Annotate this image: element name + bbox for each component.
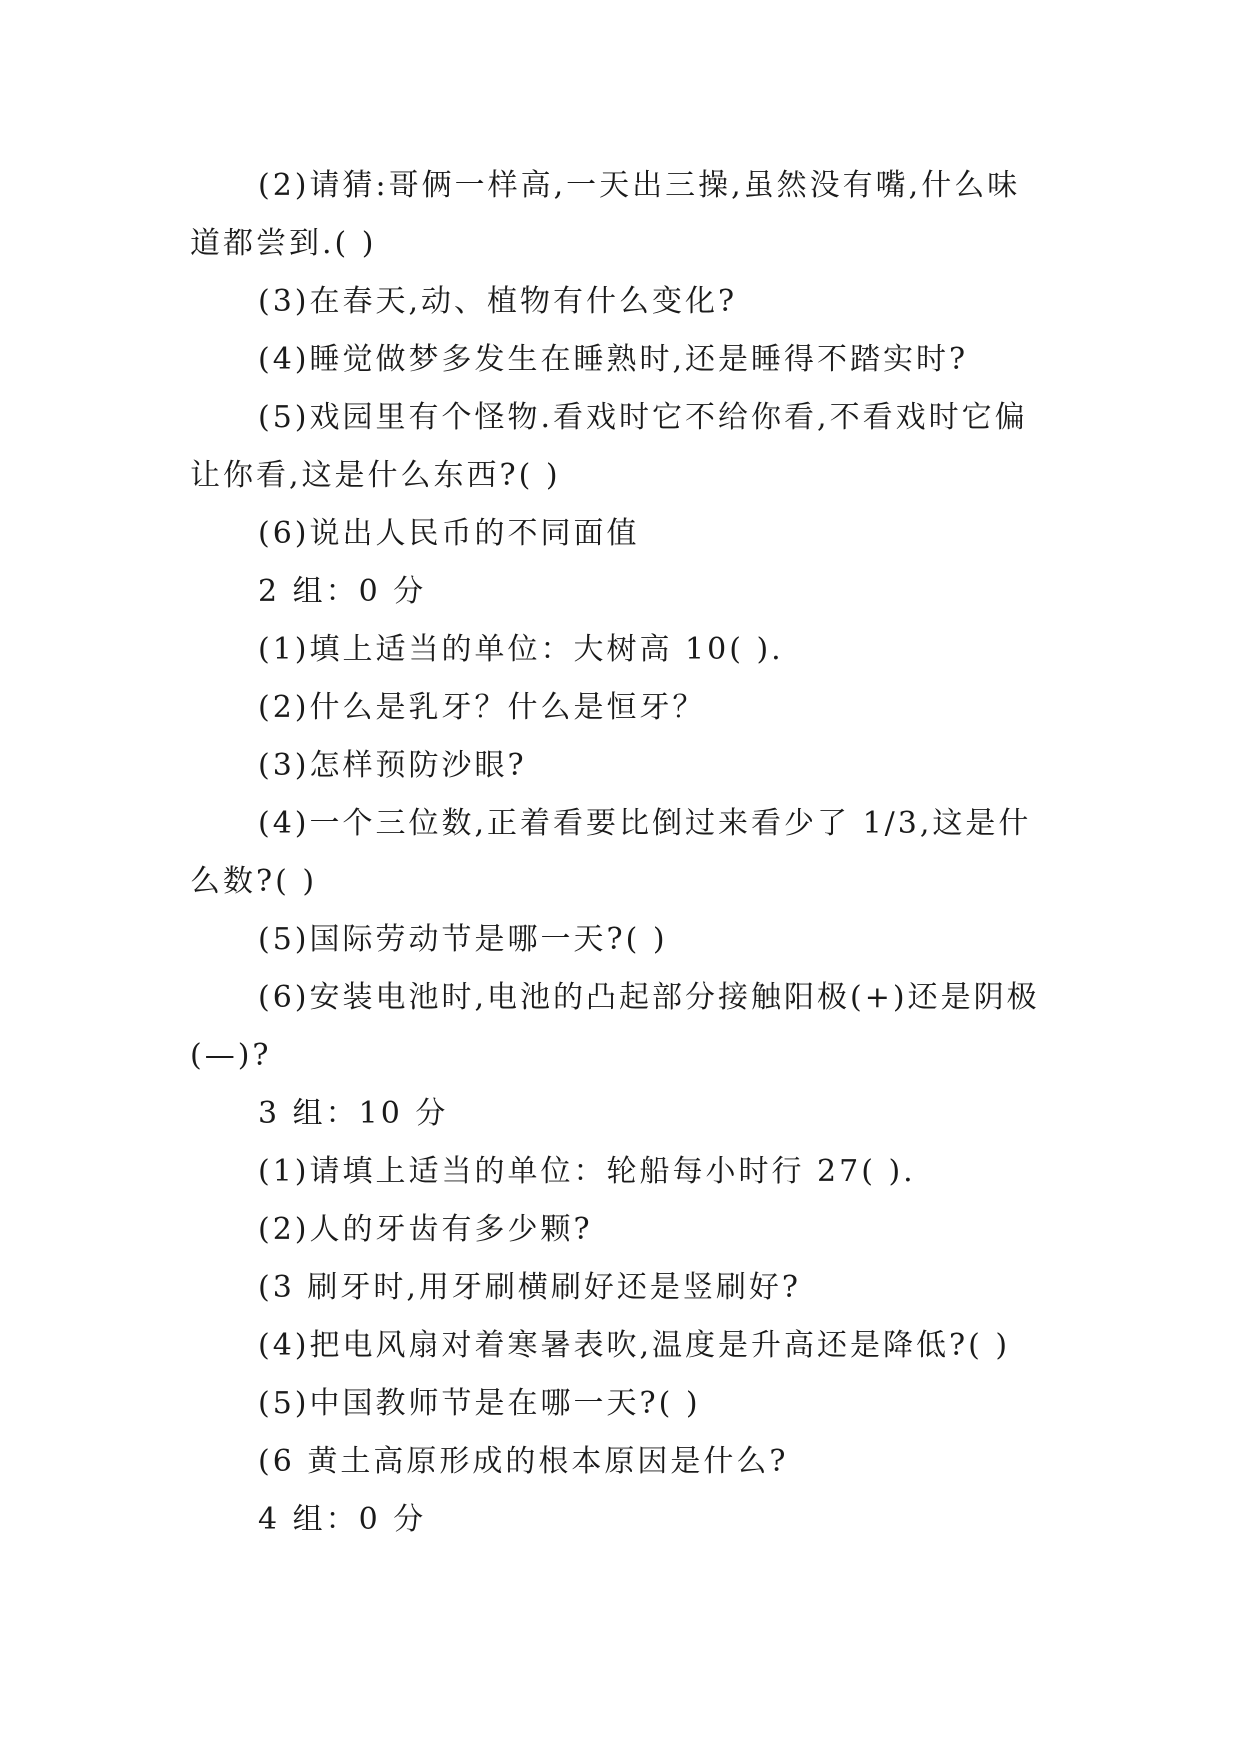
question-text: (3 刷牙时,用牙刷横刷好还是竖刷好? <box>258 1270 801 1305</box>
question-text: (4)一个三位数,正着看要比倒过来看少了 1/3,这是什么数?( ) <box>190 806 1032 899</box>
question-text: (6)安装电池时,电池的凸起部分接触阳极(+)还是阴极(—)? <box>190 980 1040 1073</box>
group-score-heading: 3 组：10 分 <box>258 1096 449 1131</box>
question-text: (1)填上适当的单位：大树高 10( ). <box>258 632 784 667</box>
question-text: (6)说出人民币的不同面值 <box>258 516 640 551</box>
question-text: (2)什么是乳牙？什么是恒牙？ <box>258 690 706 725</box>
document-body <box>190 157 1050 1549</box>
question-text: (1)请填上适当的单位：轮船每小时行 27( ). <box>258 1154 916 1189</box>
group-score-heading: 2 组：0 分 <box>258 574 427 609</box>
question-text: (5)中国教师节是在哪一天?( ) <box>258 1386 701 1421</box>
question-text: (3)在春天,动、植物有什么变化? <box>258 284 738 319</box>
question-text: (4)把电风扇对着寒暑表吹,温度是升高还是降低?( ) <box>258 1328 1011 1363</box>
question-text: (6 黄土高原形成的根本原因是什么? <box>258 1444 789 1479</box>
question-text: (2)人的牙齿有多少颗? <box>258 1212 593 1247</box>
question-text: (2)请猜:哥俩一样高,一天出三操,虽然没有嘴,什么味道都尝到.( ) <box>190 168 1021 261</box>
group-score-heading: 4 组：0 分 <box>258 1502 427 1537</box>
question-text: (3)怎样预防沙眼? <box>258 748 527 783</box>
question-text: (5)戏园里有个怪物.看戏时它不给你看,不看戏时它偏让你看,这是什么东西?( ) <box>190 400 1028 493</box>
question-text: (5)国际劳动节是哪一天?( ) <box>258 922 668 957</box>
question-text: (4)睡觉做梦多发生在睡熟时,还是睡得不踏实时? <box>258 342 969 377</box>
